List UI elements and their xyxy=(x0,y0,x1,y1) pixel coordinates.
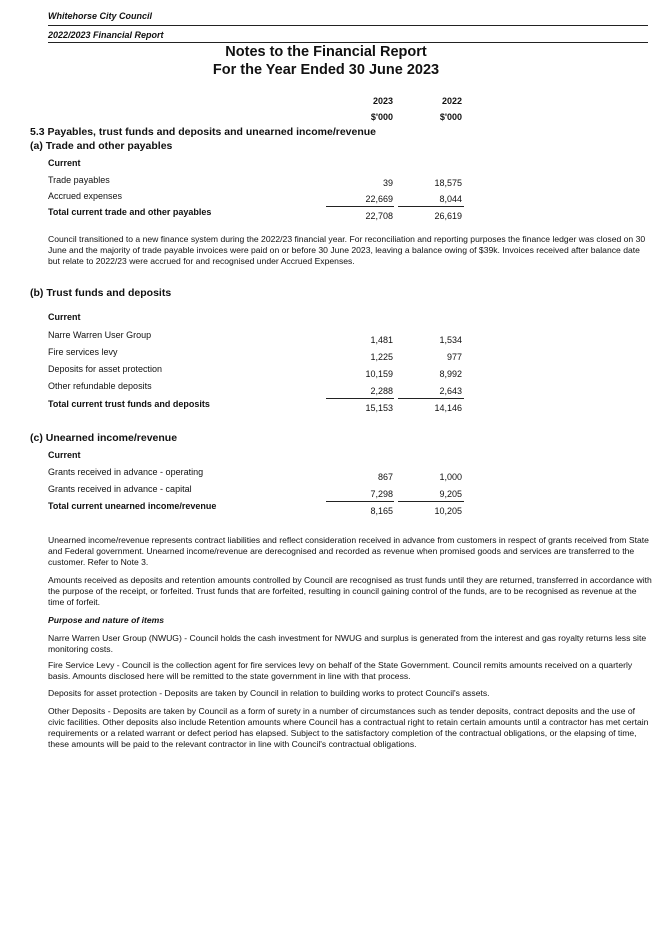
unearned-current-label: Current xyxy=(48,450,81,460)
unearned-subtotal-rule-2022 xyxy=(398,501,464,502)
column-year-2022: 2022 xyxy=(441,96,462,106)
trade-row-value-2023: 22,669 xyxy=(365,194,393,204)
trade-row-value-2023: 39 xyxy=(382,178,393,188)
trade-note-paragraph: Council transitioned to a new finance system during the 2022/23 financial year. For reconciliation and reporting purposes the finance ledger was closed on 30 June and the majority of trade payable invoices were paid on or before 30 June 2023, leaving a balance owing of $39k. Invoices received after balance date but relate to 2022/23 were accrued for and recognised under Accrued Expenses. xyxy=(48,234,646,266)
unearned-total-label: Total current unearned income/revenue xyxy=(48,501,217,511)
trust-row-value-2023: 10,159 xyxy=(365,369,393,379)
unearned-row-label: Grants received in advance - capital xyxy=(48,484,192,494)
column-unit-2022: $'000 xyxy=(439,112,462,122)
unearned-row-value-2023: 7,298 xyxy=(370,489,393,499)
header-report: 2022/2023 Financial Report xyxy=(48,30,164,40)
trust-row-label: Narre Warren User Group xyxy=(48,330,152,340)
trust-row-value-2022: 1,534 xyxy=(439,335,462,345)
trust-row-label: Other refundable deposits xyxy=(48,381,152,391)
unearned-row-value-2022: 9,205 xyxy=(439,489,462,499)
trust-total-label: Total current trust funds and deposits xyxy=(48,399,210,409)
trade-row-value-2022: 18,575 xyxy=(434,178,462,188)
unearned-total-value-2022: 10,205 xyxy=(434,506,462,516)
unearned-total-value-2023: 8,165 xyxy=(370,506,393,516)
trust-current-label: Current xyxy=(48,312,81,322)
trust-row-label: Deposits for asset protection xyxy=(48,364,163,374)
trade-total-value-2022: 26,619 xyxy=(434,211,462,221)
section-heading: 5.3 Payables, trust funds and deposits and unearned income/revenue xyxy=(30,126,377,138)
trade-total-value-2023: 22,708 xyxy=(365,211,393,221)
trust-subtotal-rule-2023 xyxy=(326,398,394,399)
trust-row-value-2022: 977 xyxy=(446,352,462,362)
trust-row-value-2022: 8,992 xyxy=(439,369,462,379)
unearned-row-value-2023: 867 xyxy=(377,472,393,482)
trade-row-label: Trade payables xyxy=(48,175,110,185)
unearned-explanation-paragraph: Unearned income/revenue represents contract liabilities and reflect consideration received in advance from customers in respect of grants received from State and Federal government. Unearned income/revenue are derecognised and recorded as revenue when promised goods and services are transferred to the customer. Refer to Note 3. xyxy=(48,535,649,567)
trust-heading: (b) Trust funds and deposits xyxy=(30,287,172,299)
unearned-heading: (c) Unearned income/revenue xyxy=(30,432,178,444)
trust-total-value-2022: 14,146 xyxy=(434,403,462,413)
trade-subtotal-rule-2022 xyxy=(398,206,464,207)
trust-row-label: Fire services levy xyxy=(48,347,118,357)
asset-protection-paragraph: Deposits for asset protection - Deposits are taken by Council in relation to building works to protect Council's assets. xyxy=(48,688,490,698)
header-organisation: Whitehorse City Council xyxy=(48,11,153,21)
trade-heading: (a) Trade and other payables xyxy=(30,140,173,152)
trust-row-value-2023: 1,481 xyxy=(370,335,393,345)
unearned-row-label: Grants received in advance - operating xyxy=(48,467,204,477)
trade-row-value-2022: 8,044 xyxy=(439,194,462,204)
trade-total-label: Total current trade and other payables xyxy=(48,207,212,217)
page-title-line2: For the Year Ended 30 June 2023 xyxy=(212,62,440,78)
trade-subtotal-rule-2023 xyxy=(326,206,394,207)
trust-row-value-2023: 2,288 xyxy=(370,386,393,396)
trust-explanation-paragraph: Amounts received as deposits and retention amounts controlled by Council are recognised as trust funds until they are returned, transferred in accordance with the purpose of the receipt, or forfeited. Trust funds that are forfeited, resulting in council gaining control of the funds, are to be recognised as revenue at the time of forfeit. xyxy=(48,575,652,607)
trust-row-value-2023: 1,225 xyxy=(370,352,393,362)
trade-current-label: Current xyxy=(48,158,81,168)
column-unit-2023: $'000 xyxy=(370,112,393,122)
purpose-heading: Purpose and nature of items xyxy=(48,615,165,625)
column-year-2023: 2023 xyxy=(372,96,393,106)
trade-row-label: Accrued expenses xyxy=(48,191,123,201)
nwug-paragraph: Narre Warren User Group (NWUG) - Council holds the cash investment for NWUG and surplus is generated from the interest and gas royalty returns less site monitoring costs. xyxy=(48,633,647,654)
unearned-subtotal-rule-2023 xyxy=(326,501,394,502)
unearned-row-value-2022: 1,000 xyxy=(439,472,462,482)
trust-total-value-2023: 15,153 xyxy=(365,403,393,413)
fire-levy-paragraph: Fire Service Levy - Council is the collection agent for fire services levy on behalf of the State Government. Council remits amounts received on a quarterly basis. Amounts disclosed here will be remitted to the state government in line with that process. xyxy=(48,660,633,681)
header-rule-bottom xyxy=(48,42,648,43)
other-deposits-paragraph: Other Deposits - Deposits are taken by Council as a form of surety in a number of circumstances such as tender deposits, contract deposits and the use of civic facilities. Other deposits also include Retention amounts where Council has a contractual right to retain certain amounts until a contractor has met certain requirements or a related warrant or defect period has elapsed. Subject to the satisfactory completion of the contractual obligations, or the elapsing of time, these amounts will be paid to the relevant contractor in line with Council's contractual obligations. xyxy=(48,706,649,749)
trust-row-value-2022: 2,643 xyxy=(439,386,462,396)
header-rule-top xyxy=(48,25,648,26)
trust-subtotal-rule-2022 xyxy=(398,398,464,399)
page-title-line1: Notes to the Financial Report xyxy=(225,44,427,60)
